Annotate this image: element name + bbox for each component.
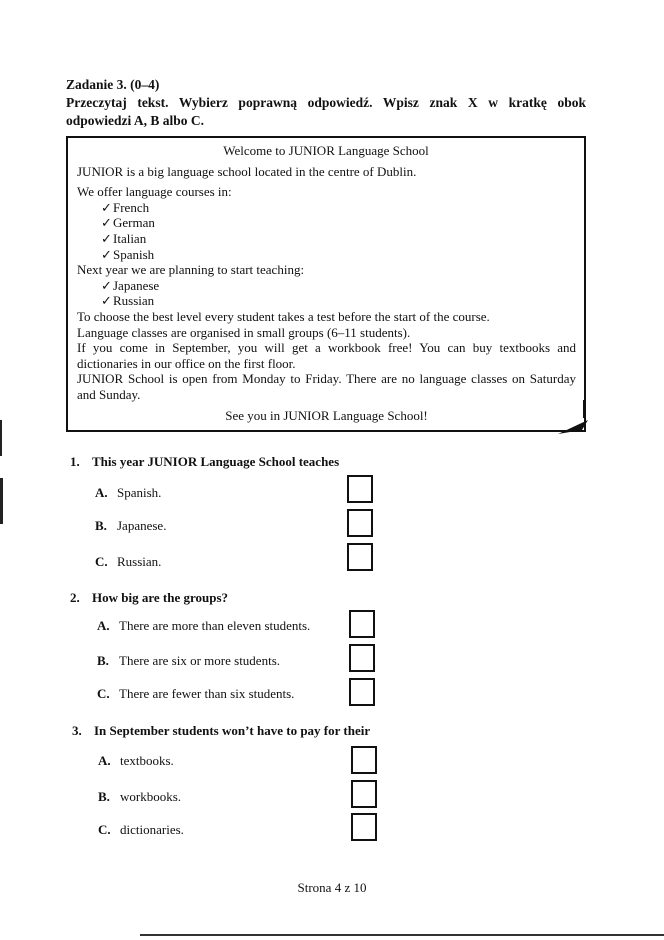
question-2: 2. How big are the groups?: [70, 590, 229, 605]
list-item: ✓Italian: [101, 230, 147, 246]
task-heading-block: [66, 76, 586, 130]
check-icon: ✓: [101, 293, 112, 309]
page-number: Strona 4 z 10: [297, 880, 367, 895]
q3-checkbox-b[interactable]: [351, 780, 377, 808]
margin-mark: [0, 420, 2, 456]
planned-list: [77, 278, 576, 309]
q3-option-b: B. workbooks.: [98, 789, 182, 804]
bottom-rule: [140, 934, 664, 936]
q1-option-a: A. Spanish.: [95, 485, 162, 500]
list-item: ✓Japanese: [101, 277, 160, 293]
q2-option-b: B. There are six or more students.: [97, 653, 281, 668]
check-icon: ✓: [101, 277, 112, 293]
notice-intro: JUNIOR is a big language school located in the centre of Dublin.: [77, 163, 417, 179]
check-icon: ✓: [101, 199, 112, 215]
list-item: ✓Russian: [101, 293, 155, 309]
task-instruction-line1: Przeczytaj tekst. Wybierz poprawną odpowiedź. Wpisz znak X w kratkę obok: [66, 95, 586, 110]
page-curl-icon: [558, 400, 592, 436]
q1-checkbox-a[interactable]: [347, 475, 373, 503]
q1-option-b: B. Japanese.: [95, 518, 167, 533]
q3-option-a: A. textbooks.: [98, 753, 174, 768]
list-item: ✓French: [101, 199, 150, 215]
check-icon: ✓: [101, 246, 112, 262]
q2-option-a: A. There are more than eleven students.: [97, 618, 311, 633]
check-icon: ✓: [101, 215, 112, 231]
q2-checkbox-a[interactable]: [349, 610, 375, 638]
list-item: ✓German: [101, 215, 155, 231]
notice-groups: Language classes are organised in small groups (6–11 students).: [77, 324, 411, 340]
list-item: ✓Spanish: [101, 246, 155, 262]
notice-offer: We offer language courses in:: [77, 184, 232, 200]
q1-checkbox-c[interactable]: [347, 543, 373, 571]
q2-checkbox-b[interactable]: [349, 644, 375, 672]
q1-checkbox-b[interactable]: [347, 509, 373, 537]
question-1: 1. This year JUNIOR Language School teaches: [70, 454, 340, 469]
q3-checkbox-a[interactable]: [351, 746, 377, 774]
notice-test: To choose the best level every student takes a test before the start of the course.: [77, 308, 490, 324]
q2-option-c: C. There are fewer than six students.: [97, 686, 295, 701]
task-heading: Zadanie 3. (0–4): [66, 77, 160, 92]
question-3: 3. In September students won’t have to pay for their: [72, 723, 371, 738]
margin-mark: [0, 478, 3, 524]
q2-checkbox-c[interactable]: [349, 678, 375, 706]
q3-option-c: C. dictionaries.: [98, 822, 184, 837]
notice-plan: Next year we are planning to start teaching:: [77, 262, 305, 278]
courses-list: [77, 200, 576, 262]
notice-open: JUNIOR School is open from Monday to Friday. There are no language classes on Saturday and Sunday.: [77, 371, 576, 402]
q3-checkbox-c[interactable]: [351, 813, 377, 841]
q1-option-c: C. Russian.: [95, 554, 162, 569]
task-instruction-line2: odpowiedzi A, B albo C.: [66, 113, 205, 128]
check-icon: ✓: [101, 230, 112, 246]
notice-title: Welcome to JUNIOR Language School: [223, 143, 429, 158]
notice-signoff: See you in JUNIOR Language School!: [225, 407, 428, 423]
notice-box: [66, 136, 586, 432]
notice-september: If you come in September, you will get a workbook free! You can buy textbooks and dictionaries in our office on the first floor.: [77, 340, 576, 371]
